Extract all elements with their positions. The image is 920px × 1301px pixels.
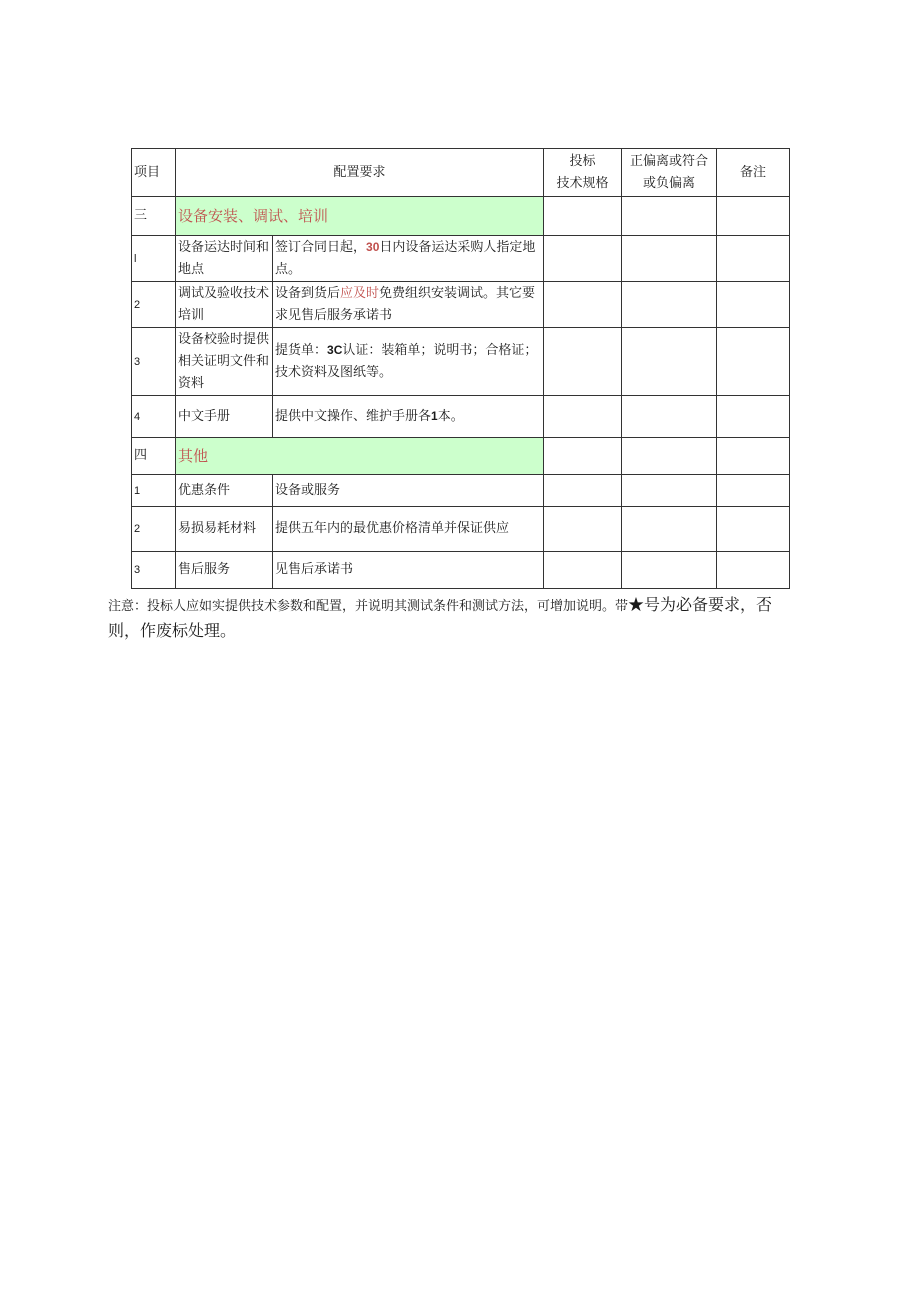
footnote-text-emphasis: 号为必备要求，否则，作废标处理。 (108, 595, 773, 640)
row-requirement (273, 282, 544, 328)
remark-cell (717, 396, 790, 438)
header-item: 项目 (132, 149, 176, 197)
table-row (132, 282, 790, 328)
header-spec-line1: 投标 (569, 153, 596, 169)
req-highlight: 应及时 (340, 285, 380, 301)
row-requirement (273, 236, 544, 282)
header-deviation (622, 149, 717, 197)
row-number: 3 (132, 328, 176, 396)
row-item-name: 售后服务 (176, 552, 273, 589)
remark-cell (717, 328, 790, 396)
spec-cell (544, 475, 622, 507)
spec-cell (544, 438, 622, 475)
header-deviation-line2: 或负偏离 (643, 175, 696, 191)
req-text: 提供中文操作、维护手册各 (275, 409, 432, 424)
spec-table (131, 148, 790, 589)
row-requirement: 提供五年内的最优惠价格清单并保证供应 (273, 507, 544, 552)
req-text: 认证：装箱单；说明书；合格证；技术资料及图纸等。 (275, 343, 538, 380)
footnote (108, 593, 798, 645)
deviation-cell (622, 438, 717, 475)
section-number: 四 (132, 438, 176, 475)
remark-cell (717, 438, 790, 475)
section-title: 其他 (176, 438, 544, 475)
row-requirement: 设备或服务 (273, 475, 544, 507)
row-item-name: 中文手册 (176, 396, 273, 438)
req-highlight: 1 (431, 409, 438, 423)
deviation-cell (622, 507, 717, 552)
deviation-cell (622, 475, 717, 507)
row-requirement (273, 328, 544, 396)
section-row (132, 438, 790, 475)
req-text: 免费组织安装调试。其它要求见售后服务承诺书 (275, 285, 536, 323)
row-requirement: 见售后承诺书 (273, 552, 544, 589)
star-icon: ★ (628, 595, 645, 614)
table-row (132, 236, 790, 282)
req-text: 本。 (437, 409, 464, 424)
row-number: 2 (132, 282, 176, 328)
header-spec (544, 149, 622, 197)
spec-cell (544, 552, 622, 589)
table-row (132, 396, 790, 438)
row-number: 4 (132, 396, 176, 438)
section-row (132, 197, 790, 236)
deviation-cell (622, 552, 717, 589)
row-number: 3 (132, 552, 176, 589)
header-remark: 备注 (717, 149, 790, 197)
req-text: 日内设备运达采购人指定地点。 (275, 240, 536, 277)
spec-cell (544, 282, 622, 328)
row-requirement (273, 396, 544, 438)
table-row (132, 552, 790, 589)
row-item-name: 优惠条件 (176, 475, 273, 507)
spec-cell (544, 328, 622, 396)
remark-cell (717, 236, 790, 282)
footnote-text: 注意：投标人应如实提供技术参数和配置，并说明其测试条件和测试方法，可增加说明。带 (108, 599, 629, 614)
row-number: l (132, 236, 176, 282)
req-highlight: 30 (366, 240, 380, 254)
req-text: 设备到货后 (275, 285, 341, 301)
table-row (132, 328, 790, 396)
spec-cell (544, 197, 622, 236)
section-number: 三 (132, 197, 176, 236)
row-item-name: 调试及验收技术培训 (176, 282, 273, 328)
row-item-name: 易损易耗材料 (176, 507, 273, 552)
remark-cell (717, 552, 790, 589)
header-spec-line2: 技术规格 (556, 175, 609, 191)
spec-cell (544, 507, 622, 552)
remark-cell (717, 197, 790, 236)
header-deviation-line1: 正偏离或符合 (630, 153, 709, 169)
deviation-cell (622, 396, 717, 438)
table-row (132, 475, 790, 507)
header-row (132, 149, 790, 197)
deviation-cell (622, 236, 717, 282)
req-text: 签订合同日起， (275, 240, 367, 255)
spec-cell (544, 396, 622, 438)
header-config: 配置要求 (176, 149, 544, 197)
deviation-cell (622, 197, 717, 236)
deviation-cell (622, 282, 717, 328)
remark-cell (717, 507, 790, 552)
remark-cell (717, 282, 790, 328)
section-title: 设备安装、调试、培训 (176, 197, 544, 236)
row-number: 1 (132, 475, 176, 507)
spec-cell (544, 236, 622, 282)
row-item-name: 设备校验时提供相关证明文件和资料 (176, 328, 273, 396)
req-highlight: 3C (327, 343, 343, 357)
deviation-cell (622, 328, 717, 396)
row-item-name: 设备运达时间和地点 (176, 236, 273, 282)
req-text: 提货单： (275, 343, 328, 358)
table-row (132, 507, 790, 552)
row-number: 2 (132, 507, 176, 552)
remark-cell (717, 475, 790, 507)
